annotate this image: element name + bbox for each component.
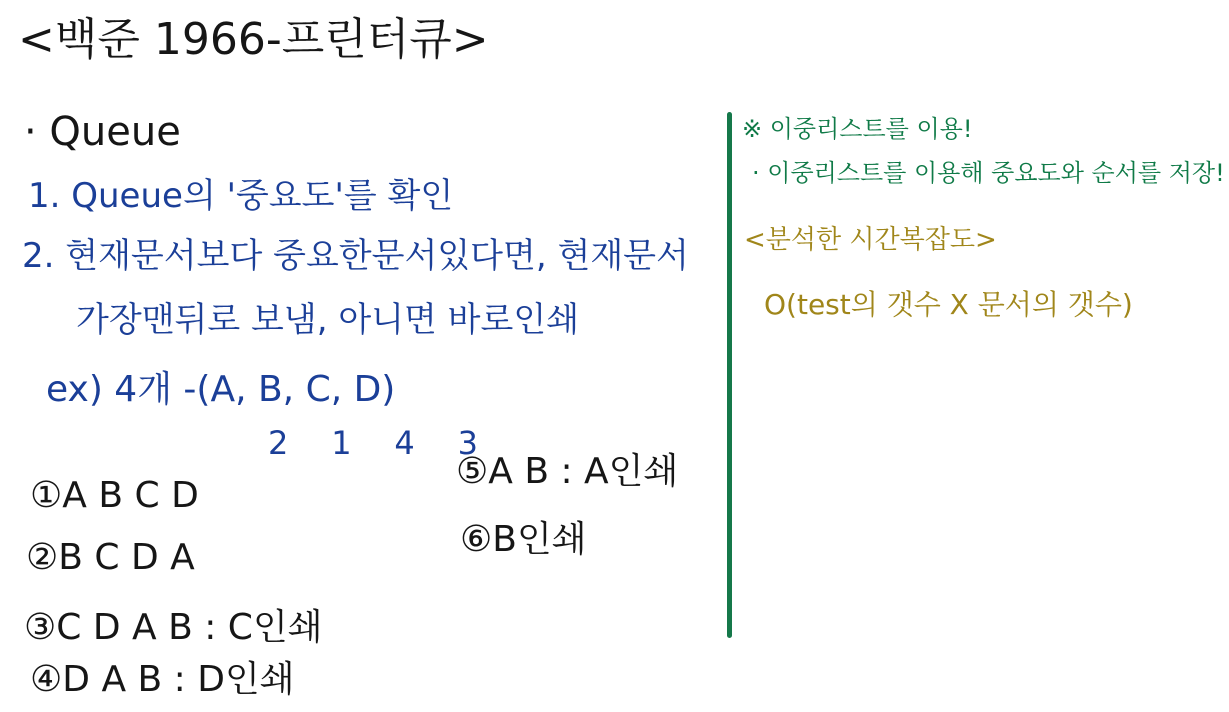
- example-label: ex) 4개 -(A, B, C, D): [46, 369, 396, 410]
- complexity-title: <분석한 시간복잡도>: [744, 225, 997, 255]
- page-title: <백준 1966-프린터큐>: [18, 14, 489, 65]
- priority-b: 1: [331, 424, 352, 462]
- step-2-note-line-1: 2. 현재문서보다 중요한문서있다면, 현재문서: [22, 236, 689, 276]
- queue-state-1: ①A B C D: [30, 475, 199, 516]
- queue-state-4: ④D A B : D인쇄: [30, 659, 295, 700]
- step-1-note: 1. Queue의 '중요도'를 확인: [28, 176, 454, 216]
- complexity-value: O(test의 갯수 X 문서의 갯수): [764, 288, 1133, 321]
- queue-heading: · Queue: [24, 109, 181, 155]
- queue-state-6: ⑥B인쇄: [460, 519, 587, 560]
- priority-c: 4: [394, 424, 415, 462]
- priority-a: 2: [268, 424, 289, 462]
- double-list-note: ※ 이중리스트를 이용!: [742, 115, 973, 143]
- double-list-detail: · 이중리스트를 이용해 중요도와 순서를 저장!: [752, 159, 1225, 187]
- example-priorities: [268, 424, 478, 462]
- step-2-note-line-2: 가장맨뒤로 보냄, 아니면 바로인쇄: [76, 300, 580, 340]
- vertical-divider: [727, 112, 732, 638]
- queue-state-5: ⑤A B : A인쇄: [456, 451, 679, 492]
- priority-d: 3: [457, 424, 478, 462]
- queue-state-2: ②B C D A: [26, 537, 195, 578]
- queue-state-3: ③C D A B : C인쇄: [24, 607, 323, 648]
